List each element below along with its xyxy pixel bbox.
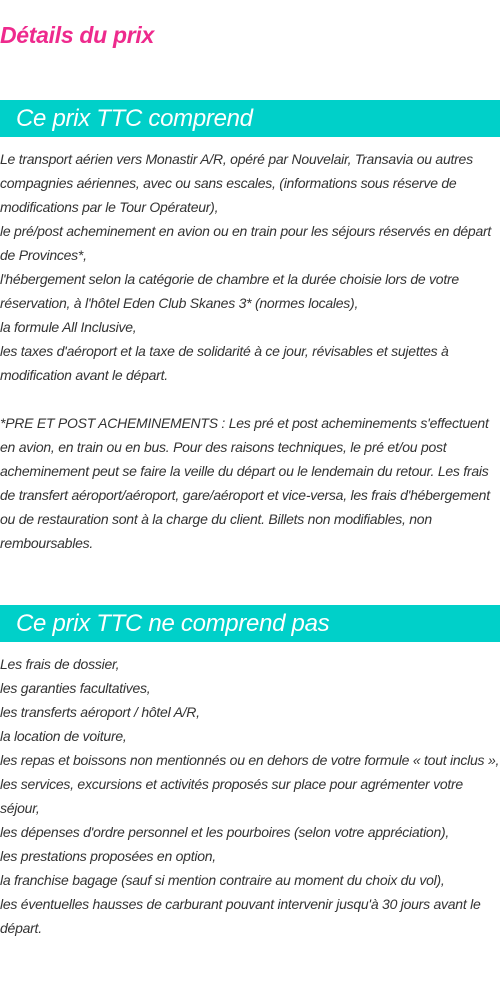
excludes-item: la franchise bagage (sauf si mention contraire au moment du choix du vol),: [0, 872, 445, 888]
includes-section-header: Ce prix TTC comprend: [0, 100, 500, 137]
includes-item: la formule All Inclusive,: [0, 319, 137, 335]
includes-item: les taxes d'aéroport et la taxe de solidarité à ce jour, révisables et sujettes à modification avant le départ.: [0, 343, 449, 383]
pre-post-note: *PRE ET POST ACHEMINEMENTS : Les pré et post acheminements s'effectuent en avion, en train ou en bus. Pour des raisons techniques, le pré et/ou post acheminement peut se faire la veille du départ ou le lendemain du retour. Les frais de transfert aéroport/aéroport, gare/aéroport et vice-versa, les frais d'hébergement ou de restauration sont à la charge du client. Billets non modifiables, non remboursables.: [0, 415, 490, 551]
excludes-item: les éventuelles hausses de carburant pouvant intervenir jusqu'à 30 jours avant le départ.: [0, 896, 481, 936]
includes-item: Le transport aérien vers Monastir A/R, opéré par Nouvelair, Transavia ou autres compagnies aériennes, avec ou sans escales, (informations sous réserve de modifications par le Tour Opérateur),: [0, 151, 473, 215]
excludes-section-body: [0, 652, 500, 940]
excludes-item: les dépenses d'ordre personnel et les pourboires (selon votre appréciation),: [0, 824, 450, 840]
excludes-item: les transferts aéroport / hôtel A/R,: [0, 704, 200, 720]
excludes-item: les services, excursions et activités proposés sur place pour agrémenter votre séjour,: [0, 776, 463, 816]
excludes-item: les repas et boissons non mentionnés ou en dehors de votre formule « tout inclus »,: [0, 752, 500, 768]
includes-item: l'hébergement selon la catégorie de chambre et la durée choisie lors de votre réservation, à l'hôtel Eden Club Skanes 3* (normes locales),: [0, 271, 459, 311]
excludes-item: Les frais de dossier,: [0, 656, 120, 672]
includes-section-body: [0, 147, 500, 555]
excludes-section-header: Ce prix TTC ne comprend pas: [0, 605, 500, 642]
excludes-item: les prestations proposées en option,: [0, 848, 216, 864]
excludes-item: la location de voiture,: [0, 728, 127, 744]
includes-item: le pré/post acheminement en avion ou en train pour les séjours réservés en départ de Provinces*,: [0, 223, 492, 263]
page-title: Détails du prix: [0, 22, 154, 48]
excludes-item: les garanties facultatives,: [0, 680, 151, 696]
